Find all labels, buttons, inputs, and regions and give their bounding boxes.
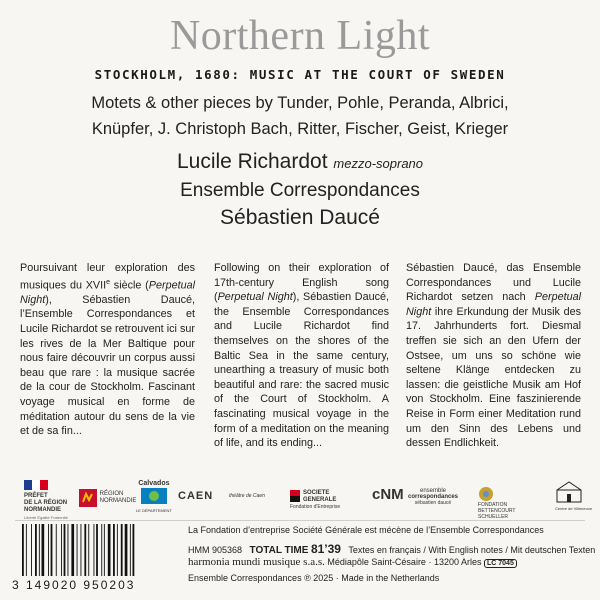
theatre-caen-logo: théâtre de Caen [229, 493, 265, 499]
sponsor-note: La Fondation d’entreprise Société Générale est mécène de l’Ensemble Correspondances [188, 525, 544, 535]
ensemble-name: Ensemble Correspondances [180, 180, 420, 201]
composers-line-2: Knüpfer, J. Christoph Bach, Ritter, Fischer, Geist, Krieger [91, 120, 509, 138]
centre-villeneuve-logo: Centre de Villeneuve [555, 480, 592, 511]
barcode-bar [42, 524, 45, 576]
barcode-bar [125, 524, 128, 576]
fondation-bettencourt-logo: FONDATION BETTENCOURT SCHUELLER [478, 486, 515, 520]
barcode-bar [39, 524, 40, 576]
calvados-logo: Calvados LE DÉPARTEMENT [136, 480, 172, 513]
barcode-bar [133, 524, 135, 576]
marianne-icon [24, 480, 48, 490]
barcode-bar [96, 524, 98, 576]
cnm-logo: cNM [372, 486, 404, 503]
barcode-bar [77, 524, 78, 576]
caen-logo: CAEN [178, 490, 214, 502]
conductor-name: Sébastien Daucé [220, 206, 380, 229]
sg-icon [290, 490, 300, 502]
total-time: 81’39 [310, 542, 341, 556]
copyright-line: Ensemble Correspondances ℗ 2025 · Made in the Netherlands [188, 573, 440, 583]
barcode-bar [31, 524, 32, 576]
sponsor-logos [0, 480, 600, 520]
album-title: Northern Light [169, 13, 431, 59]
barcode-bar [108, 524, 111, 576]
building-icon [555, 480, 583, 504]
soloist [0, 150, 600, 174]
lc-code-badge: LC 7045 [484, 559, 517, 568]
french-text: Poursuivant leur exploration des musiques du XVIIe siècle (Perpetual Night), Sébastien Daucé, l’Ensemble Correspondances et Lucile Richardot se retrouvent ici sur les rives de la Mer Baltique pour nous faire découvrir un corpus aussi beau que rare : la musique sacrée de la cour de Stockholm. Fascinant voyage musical en forme de méditation autour du sens de la vie et de sa fin... [20, 262, 195, 438]
label-name: harmonia mundi musique s.a.s. [188, 556, 325, 568]
barcode-bar [56, 524, 57, 576]
barcode-bar [84, 524, 86, 576]
barcode-bar [71, 524, 74, 576]
barcode-bar [64, 524, 66, 576]
catalog-line [188, 542, 595, 556]
total-time-label: TOTAL TIME [249, 545, 309, 556]
barcode-bar [22, 524, 24, 576]
barcode-bar [48, 524, 49, 576]
label-line [188, 556, 517, 568]
barcode-bar [51, 524, 53, 576]
barcode-bar [94, 524, 95, 576]
footer-divider [15, 520, 585, 521]
barcode-bar [81, 524, 82, 576]
region-icon [78, 488, 98, 508]
barcode-bar [88, 524, 89, 576]
label-address: Médiapôle Saint-Césaire · 13200 Arles [327, 557, 482, 567]
region-normandie-logo: RÉGION NORMANDIE [78, 488, 136, 508]
german-text: Sébastien Daucé, das Ensemble Correspondances und Lucile Richardot setzen nach Perpetual Night ihre Erkundung der Musik des 17. Jahrhunderts fort. Diesmal treffen sie sich an den Ufern der Ostsee, um uns so schöne wie seltene Klänge entdecken zu lassen: die geistliche Musik am Hof von Stockholm. Eine faszinierende Reise in Form einer Meditation rund um den Sinn des Lebens und dessen Endlichkeit. [406, 262, 581, 450]
barcode-bar [104, 524, 105, 576]
barcode-bar [130, 524, 131, 576]
fbs-icon [478, 486, 494, 502]
societe-generale-logo: SOCIETE GENERALE Fondation d'Entreprise [290, 490, 341, 510]
english-text: Following on their exploration of 17th-century English song (Perpetual Night), Sébastien Daucé, the Ensemble Correspondances and Lucile Richardot find themselves on the shores of the Baltic Sea in the same century, unearthing a treasury of music both beautiful and rare: the sacred music of the Court of Stockholm. A fascinating musical voyage in the form of a meditation on the meaning of life, and its ending... [214, 262, 389, 450]
composers-line-1: Motets & other pieces by Tunder, Pohle, Peranda, Albrici, [91, 94, 509, 112]
barcode-bar [61, 524, 62, 576]
album-subtitle: STOCKHOLM, 1680: MUSIC AT THE COURT OF SWEDEN [94, 67, 506, 82]
barcode-bar [101, 524, 102, 576]
prefet-logo: PRÉFET DE LA RÉGION NORMANDIE Liberté Égalité Fraternité [24, 480, 68, 521]
barcode-bar [26, 524, 27, 576]
languages-note: Textes en français / With English notes / Mit deutschen Texten [348, 545, 596, 555]
barcode-bar [35, 524, 37, 576]
catalog-number: HMM 905368 [188, 545, 243, 555]
barcode-bar [68, 524, 69, 576]
barcode-bar [113, 524, 115, 576]
barcode-bar [121, 524, 123, 576]
ensemble-correspondances-logo: ensemble correspondances sébastien daucé [408, 488, 459, 506]
soloist-role: mezzo-soprano [333, 156, 424, 171]
barcode-number: 3 149020 950203 [12, 578, 136, 592]
soloist-name: Lucile Richardot [176, 150, 328, 173]
barcode [18, 524, 168, 576]
calvados-icon [141, 488, 167, 504]
barcode-bar [117, 524, 118, 576]
